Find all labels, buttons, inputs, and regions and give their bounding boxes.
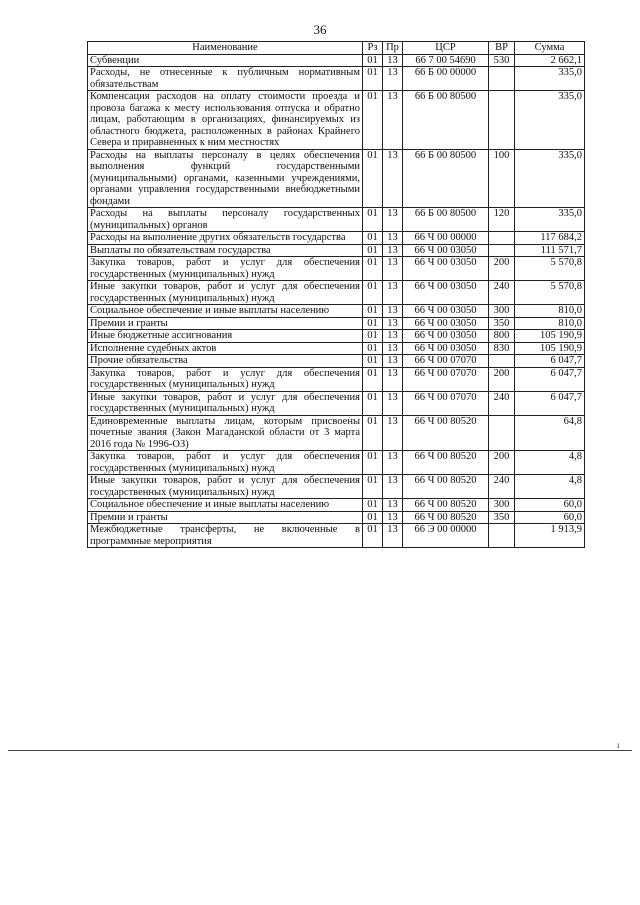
cell-csr: 66 Ч 00 80520 (403, 415, 489, 451)
cell-name: Компенсация расходов на оплату стоимости проезда и провоза багажа к месту использования отпуска и обратно лицам, работающим в организациях, финансируемых из областного бюджета, расположенных в районах Крайнего Севера и приравненных к ним местностях (88, 91, 363, 150)
cell-sum: 5 570,8 (515, 257, 585, 281)
cell-name: Иные бюджетные ассигнования (88, 330, 363, 343)
cell-rz: 01 (363, 232, 383, 245)
cell-csr: 66 Ч 00 00000 (403, 232, 489, 245)
cell-vr: 530 (489, 54, 515, 67)
cell-sum: 4,8 (515, 451, 585, 475)
cell-pr: 13 (383, 511, 403, 524)
cell-rz: 01 (363, 367, 383, 391)
cell-rz: 01 (363, 511, 383, 524)
cell-name: Межбюджетные трансферты, не включенные в программные мероприятия (88, 524, 363, 548)
cell-sum: 2 662,1 (515, 54, 585, 67)
cell-rz: 01 (363, 355, 383, 368)
cell-vr: 830 (489, 342, 515, 355)
header-vr: ВР (489, 42, 515, 55)
table-row (88, 305, 585, 318)
cell-csr: 66 Б 00 80500 (403, 149, 489, 208)
cell-sum: 105 190,9 (515, 342, 585, 355)
cell-vr: 200 (489, 367, 515, 391)
cell-vr (489, 91, 515, 150)
cell-vr (489, 524, 515, 548)
cell-vr: 200 (489, 257, 515, 281)
cell-vr: 240 (489, 475, 515, 499)
cell-csr: 66 Ч 00 80520 (403, 499, 489, 512)
cell-sum: 6 047,7 (515, 355, 585, 368)
table-row (88, 330, 585, 343)
cell-name: Иные закупки товаров, работ и услуг для обеспечения государственных (муниципальных) нужд (88, 475, 363, 499)
cell-csr: 66 Ч 00 80520 (403, 451, 489, 475)
cell-vr: 120 (489, 208, 515, 232)
table-header-row (88, 42, 585, 55)
cell-csr: 66 Ч 00 03050 (403, 330, 489, 343)
cell-name: Социальное обеспечение и иные выплаты населению (88, 305, 363, 318)
cell-rz: 01 (363, 317, 383, 330)
cell-pr: 13 (383, 244, 403, 257)
table-row (88, 281, 585, 305)
cell-name: Закупка товаров, работ и услуг для обеспечения государственных (муниципальных) нужд (88, 257, 363, 281)
header-pr: Пр (383, 42, 403, 55)
cell-pr: 13 (383, 499, 403, 512)
cell-name: Расходы на выплаты персоналу в целях обеспечения выполнения функций государственными (муниципальными) органами, казенными учреждениями, органами управления государственными внебюджетными фондами (88, 149, 363, 208)
cell-sum: 5 570,8 (515, 281, 585, 305)
cell-rz: 01 (363, 499, 383, 512)
cell-sum: 6 047,7 (515, 391, 585, 415)
cell-vr (489, 415, 515, 451)
cell-name: Иные закупки товаров, работ и услуг для обеспечения государственных (муниципальных) нужд (88, 281, 363, 305)
cell-sum: 60,0 (515, 499, 585, 512)
cell-pr: 13 (383, 451, 403, 475)
cell-rz: 01 (363, 244, 383, 257)
cell-vr: 240 (489, 281, 515, 305)
cell-vr: 100 (489, 149, 515, 208)
cell-name: Субвенции (88, 54, 363, 67)
table-row (88, 451, 585, 475)
cell-name: Расходы, не отнесенные к публичным нормативным обязательствам (88, 67, 363, 91)
cell-csr: 66 Ч 00 80520 (403, 511, 489, 524)
table-row (88, 367, 585, 391)
cell-pr: 13 (383, 415, 403, 451)
cell-sum: 6 047,7 (515, 367, 585, 391)
cell-pr: 13 (383, 305, 403, 318)
table-row (88, 511, 585, 524)
cell-sum: 60,0 (515, 511, 585, 524)
cell-sum: 1 913,9 (515, 524, 585, 548)
cell-csr: 66 Б 00 80500 (403, 208, 489, 232)
cell-name: Единовременные выплаты лицам, которым присвоены почетные звания (Закон Магаданской области от 3 марта 2016 года № 1996-ОЗ) (88, 415, 363, 451)
cell-name: Премии и гранты (88, 317, 363, 330)
table-row (88, 67, 585, 91)
cell-pr: 13 (383, 524, 403, 548)
cell-pr: 13 (383, 232, 403, 245)
header-csr: ЦСР (403, 42, 489, 55)
cell-rz: 01 (363, 391, 383, 415)
cell-csr: 66 Ч 00 07070 (403, 391, 489, 415)
cell-name: Расходы на выполнение других обязательств государства (88, 232, 363, 245)
table-row (88, 257, 585, 281)
cell-pr: 13 (383, 257, 403, 281)
table-row (88, 355, 585, 368)
cell-pr: 13 (383, 355, 403, 368)
cell-pr: 13 (383, 91, 403, 150)
header-name: Наименование (88, 42, 363, 55)
table-row (88, 499, 585, 512)
table-row (88, 54, 585, 67)
cell-rz: 01 (363, 54, 383, 67)
cell-csr: 66 7 00 54690 (403, 54, 489, 67)
cell-sum: 64,8 (515, 415, 585, 451)
cell-csr: 66 Ч 00 03050 (403, 305, 489, 318)
cell-vr (489, 355, 515, 368)
cell-name: Исполнение судебных актов (88, 342, 363, 355)
cell-sum: 105 190,9 (515, 330, 585, 343)
page-divider (8, 750, 632, 751)
cell-sum: 335,0 (515, 208, 585, 232)
cell-csr: 66 Ч 00 03050 (403, 244, 489, 257)
budget-table (87, 41, 585, 548)
cell-sum: 335,0 (515, 149, 585, 208)
cell-csr: 66 Б 00 80500 (403, 91, 489, 150)
cell-pr: 13 (383, 149, 403, 208)
footer-mark: ı (617, 740, 620, 750)
table-row (88, 475, 585, 499)
cell-vr (489, 67, 515, 91)
table-row (88, 244, 585, 257)
cell-csr: 66 Ч 00 03050 (403, 281, 489, 305)
cell-rz: 01 (363, 342, 383, 355)
cell-rz: 01 (363, 149, 383, 208)
cell-pr: 13 (383, 281, 403, 305)
cell-rz: 01 (363, 451, 383, 475)
cell-vr: 300 (489, 305, 515, 318)
cell-csr: 66 Э 00 00000 (403, 524, 489, 548)
cell-sum: 111 571,7 (515, 244, 585, 257)
page-number: 36 (313, 22, 327, 37)
cell-pr: 13 (383, 67, 403, 91)
cell-vr: 350 (489, 317, 515, 330)
cell-rz: 01 (363, 524, 383, 548)
cell-csr: 66 Ч 00 80520 (403, 475, 489, 499)
cell-rz: 01 (363, 305, 383, 318)
cell-rz: 01 (363, 475, 383, 499)
cell-name: Выплаты по обязательствам государства (88, 244, 363, 257)
cell-vr (489, 244, 515, 257)
cell-rz: 01 (363, 330, 383, 343)
cell-pr: 13 (383, 342, 403, 355)
cell-name: Расходы на выплаты персоналу государственных (муниципальных) органов (88, 208, 363, 232)
cell-pr: 13 (383, 317, 403, 330)
cell-rz: 01 (363, 91, 383, 150)
cell-pr: 13 (383, 330, 403, 343)
cell-sum: 4,8 (515, 475, 585, 499)
cell-sum: 810,0 (515, 305, 585, 318)
cell-sum: 335,0 (515, 91, 585, 150)
cell-name: Премии и гранты (88, 511, 363, 524)
cell-sum: 117 684,2 (515, 232, 585, 245)
cell-pr: 13 (383, 475, 403, 499)
cell-sum: 335,0 (515, 67, 585, 91)
table-row (88, 149, 585, 208)
header-rz: Рз (363, 42, 383, 55)
cell-pr: 13 (383, 54, 403, 67)
cell-vr: 800 (489, 330, 515, 343)
cell-name: Закупка товаров, работ и услуг для обеспечения государственных (муниципальных) нужд (88, 367, 363, 391)
cell-pr: 13 (383, 391, 403, 415)
cell-vr: 300 (489, 499, 515, 512)
cell-vr: 200 (489, 451, 515, 475)
cell-csr: 66 Б 00 00000 (403, 67, 489, 91)
table-row (88, 415, 585, 451)
cell-csr: 66 Ч 00 03050 (403, 257, 489, 281)
cell-rz: 01 (363, 67, 383, 91)
cell-csr: 66 Ч 00 07070 (403, 355, 489, 368)
table-row (88, 391, 585, 415)
cell-name: Прочие обязательства (88, 355, 363, 368)
table-row (88, 317, 585, 330)
cell-name: Иные закупки товаров, работ и услуг для обеспечения государственных (муниципальных) нужд (88, 391, 363, 415)
cell-pr: 13 (383, 367, 403, 391)
cell-vr (489, 232, 515, 245)
cell-pr: 13 (383, 208, 403, 232)
table-row (88, 91, 585, 150)
cell-rz: 01 (363, 257, 383, 281)
table-row (88, 524, 585, 548)
cell-csr: 66 Ч 00 03050 (403, 317, 489, 330)
cell-name: Закупка товаров, работ и услуг для обеспечения государственных (муниципальных) нужд (88, 451, 363, 475)
cell-csr: 66 Ч 00 07070 (403, 367, 489, 391)
cell-sum: 810,0 (515, 317, 585, 330)
table-row (88, 208, 585, 232)
cell-vr: 350 (489, 511, 515, 524)
table-row (88, 232, 585, 245)
header-sum: Сумма (515, 42, 585, 55)
cell-rz: 01 (363, 415, 383, 451)
cell-name: Социальное обеспечение и иные выплаты населению (88, 499, 363, 512)
cell-rz: 01 (363, 208, 383, 232)
cell-rz: 01 (363, 281, 383, 305)
cell-vr: 240 (489, 391, 515, 415)
cell-csr: 66 Ч 00 03050 (403, 342, 489, 355)
table-row (88, 342, 585, 355)
